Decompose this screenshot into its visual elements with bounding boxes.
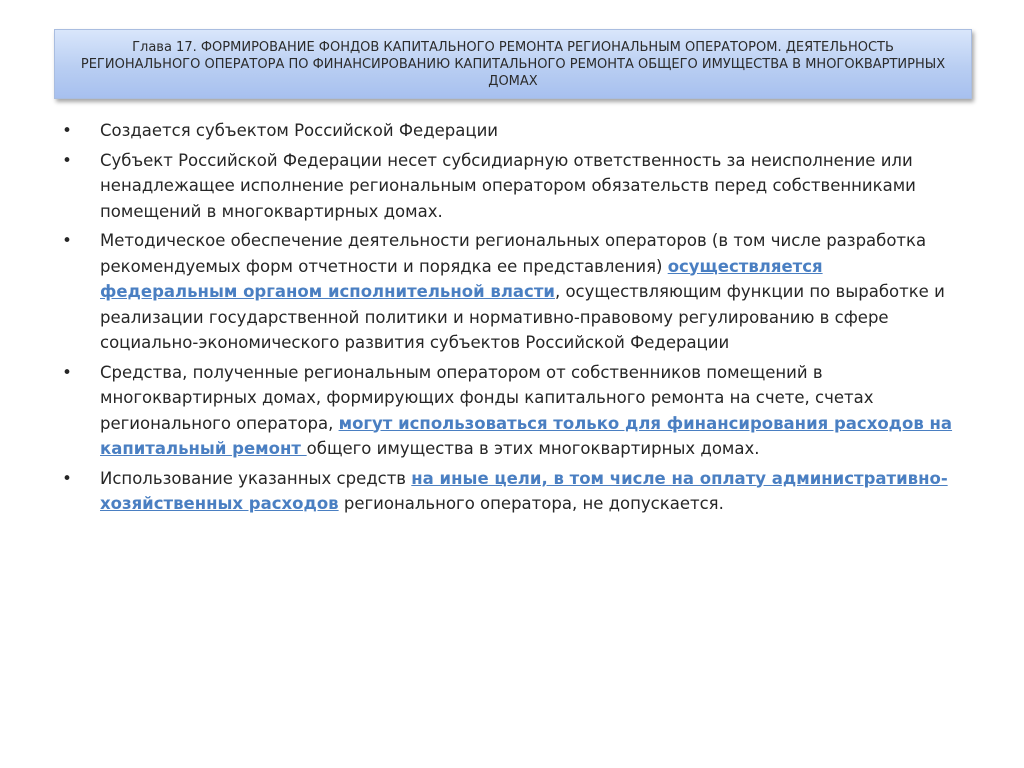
bullet-text: регионального оператора, не допускается. <box>338 494 724 513</box>
bullet-text: Использование указанных средств <box>100 468 412 488</box>
hyperlink[interactable]: осуществляется федеральным органом исполнительной власти <box>100 256 823 301</box>
bullet-text: , осуществляющим функции по выработке и реализации государственной политики и нормативно-правовому регулированию в сфере социально-экономического развития субъектов Российской Федерации <box>100 282 945 352</box>
bullet-list <box>60 118 960 517</box>
bullet-item-5 <box>60 466 960 517</box>
bullet-text: Методическое обеспечение деятельности региональных операторов (в том числе разработка рекомендуемых форм отчетности и порядка ее представления) <box>100 231 927 276</box>
bullet-item-2 <box>60 148 960 225</box>
hyperlink[interactable]: на иные цели, в том числе на оплату административно-хозяйственных расходов <box>100 468 948 513</box>
slide-content <box>60 118 960 521</box>
bullet-icon: • <box>62 362 72 382</box>
bullet-icon: • <box>62 150 72 170</box>
bullet-text: Субъект Российской Федерации несет субсидиарную ответственность за неисполнение или ненадлежащее исполнение региональным оператором обязательств перед собственниками помещений в многоквартирных домах. <box>100 150 916 221</box>
bullet-item-3 <box>60 228 960 356</box>
bullet-item-4 <box>60 360 960 462</box>
bullet-text: Создается субъектом Российской Федерации <box>100 121 499 140</box>
slide-title: Глава 17. ФОРМИРОВАНИЕ ФОНДОВ КАПИТАЛЬНОГО РЕМОНТА РЕГИОНАЛЬНЫМ ОПЕРАТОРОМ. ДЕЯТЕЛЬНОСТЬ РЕГИОНАЛЬНОГО ОПЕРАТОРА ПО ФИНАНСИРОВАНИЮ КАПИТАЛЬНОГО РЕМОНТА ОБЩЕГО ИМУЩЕСТВА В МНОГОКВАРТИРНЫХ ДОМАХ <box>80 39 946 89</box>
hyperlink[interactable]: могут использоваться только для финансирования расходов на капитальный ремонт <box>100 413 953 458</box>
slide-title-box <box>54 29 972 99</box>
bullet-icon: • <box>62 231 72 250</box>
bullet-icon: • <box>62 121 72 140</box>
bullet-text: Средства, полученные региональным оператором от собственников помещений в многоквартирных домах, формирующих фонды капитального ремонта на счете, счетах регионального оператора, <box>100 362 874 433</box>
bullet-text: общего имущества в этих многоквартирных домах. <box>306 439 760 458</box>
bullet-item-1 <box>60 118 960 144</box>
bullet-icon: • <box>62 468 72 488</box>
